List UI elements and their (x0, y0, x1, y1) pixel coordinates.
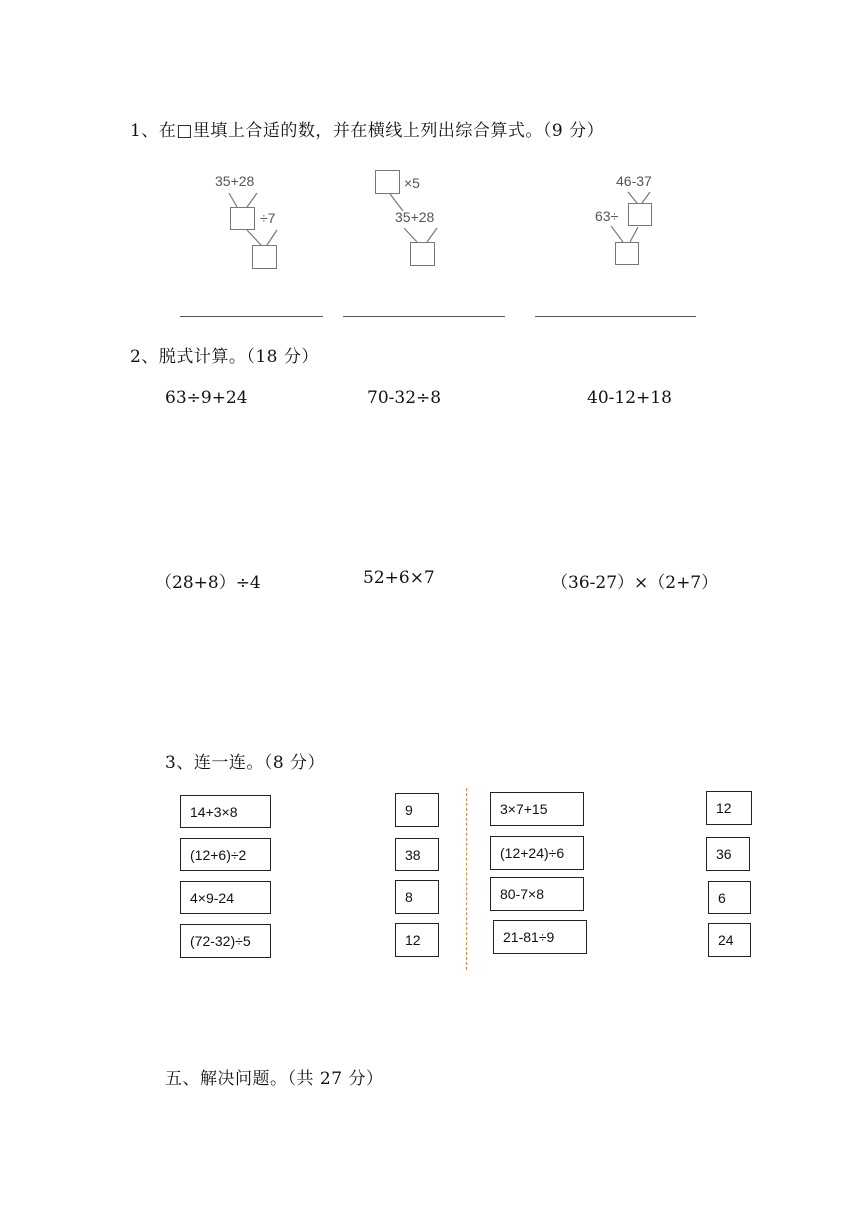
diagram2-side-operation: ×5 (404, 175, 420, 191)
match-expression-box[interactable]: 3×7+15 (490, 792, 584, 826)
match-expression-box[interactable]: (72-32)÷5 (180, 924, 271, 958)
match-expression-box[interactable]: 14+3×8 (180, 795, 271, 828)
calc-expression: （28+8）÷4 (155, 573, 261, 593)
diagram2-box-lower[interactable] (410, 242, 435, 266)
diagram3-top-expression: 46-37 (616, 173, 652, 189)
match-number-box[interactable]: 12 (395, 923, 439, 957)
match-number-box[interactable]: 12 (706, 791, 752, 825)
diagram3-box-lower[interactable] (615, 242, 639, 265)
match-expression-box[interactable]: 80-7×8 (490, 877, 584, 911)
diagram1-side-operation: ÷7 (260, 210, 276, 226)
match-expression-box[interactable]: 21-81÷9 (493, 920, 587, 954)
match-expression-box[interactable]: 4×9-24 (180, 881, 271, 914)
diagram1-box-upper[interactable] (230, 207, 255, 230)
match-number-box[interactable]: 38 (395, 838, 439, 871)
calc-expression: 63÷9+24 (165, 388, 248, 408)
answer-line-1[interactable] (180, 316, 323, 317)
match-number-box[interactable]: 6 (708, 881, 751, 914)
section3-heading: 3、连一连。（8 分） (165, 753, 326, 773)
diagram1-top-expression: 35+28 (215, 173, 255, 189)
diagram3-box-upper[interactable] (628, 203, 652, 226)
match-number-box[interactable]: 8 (395, 880, 439, 914)
section2-heading: 2、脱式计算。（18 分） (130, 347, 319, 367)
match-expression-box[interactable]: (12+6)÷2 (180, 838, 271, 871)
diagram2-bottom-expression: 35+28 (395, 209, 435, 225)
match-number-box[interactable]: 36 (706, 837, 750, 871)
match-number-box[interactable]: 9 (395, 793, 439, 827)
calc-expression: 40-12+18 (587, 388, 672, 408)
calc-expression: 52+6×7 (363, 568, 435, 588)
calc-expression: 70-32÷8 (367, 388, 442, 408)
section5-heading: 五、解决问题。（共 27 分） (165, 1069, 384, 1089)
calc-expression: （36-27）×（2+7） (551, 573, 719, 593)
answer-line-3[interactable] (535, 316, 696, 317)
match-number-box[interactable]: 24 (708, 923, 751, 957)
diagram1-box-lower[interactable] (252, 245, 277, 269)
section1-heading: 1、在□里填上合适的数，并在横线上列出综合算式。（9 分） (130, 121, 605, 141)
answer-line-2[interactable] (343, 316, 505, 317)
diagram2-box-upper[interactable] (375, 170, 400, 194)
section-divider (466, 788, 467, 970)
diagram3-side-operation: 63÷ (595, 208, 619, 224)
match-expression-box[interactable]: (12+24)÷6 (490, 836, 584, 870)
